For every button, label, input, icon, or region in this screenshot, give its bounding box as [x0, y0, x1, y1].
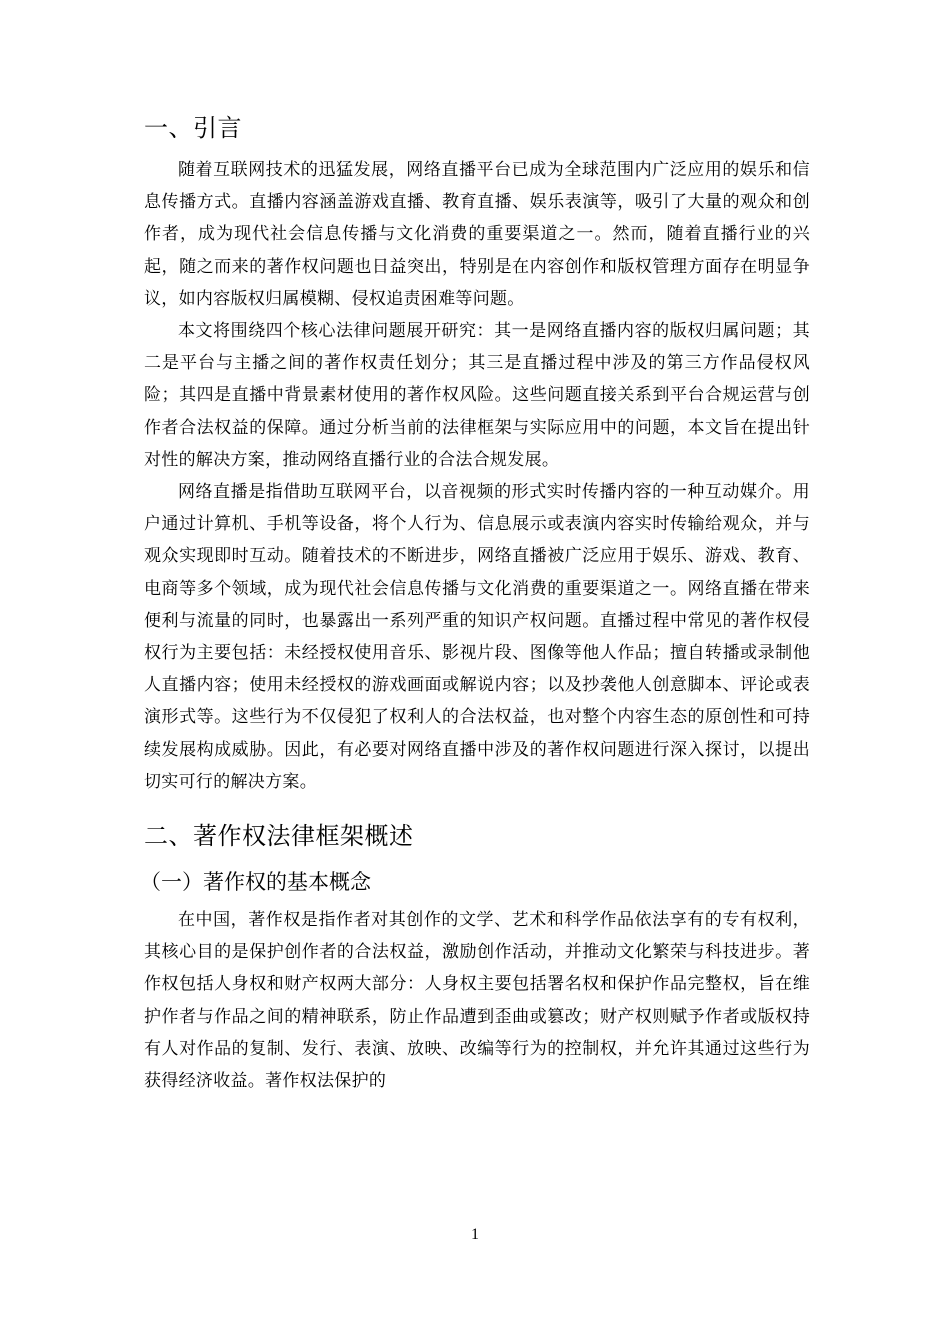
subsection-heading-basic-concept: （一）著作权的基本概念 [140, 870, 371, 895]
paragraph: 网络直播是指借助互联网平台，以音视频的形式实时传播内容的一种互动媒介。用户通过计算机、手机等设备，将个人行为、信息展示或表演内容实时传输给观众，并与观众实现即时互动。随着技术的不断进步，网络直播被广泛应用于娱乐、游戏、教育、电商等多个领域，成为现代社会信息传播与文化消费的重要渠道之一。网络直播在带来便利与流量的同时，也暴露出一系列严重的知识产权问题。直播过程中常见的著作权侵权行为主要包括：未经授权使用音乐、影视片段、图像等他人作品；擅自转播或录制他人直播内容；使用未经授权的游戏画面或解说内容；以及抄袭他人创意脚本、评论或表演形式等。这些行为不仅侵犯了权利人的合法权益，也对整个内容生态的原创性和可持续发展构成威胁。因此，有必要对网络直播中涉及的著作权问题进行深入探讨，以提出切实可行的解决方案。 [144, 482, 810, 792]
page-number: 1 [471, 1226, 479, 1243]
paragraph: 随着互联网技术的迅猛发展，网络直播平台已成为全球范围内广泛应用的娱乐和信息传播方式。直播内容涵盖游戏直播、教育直播、娱乐表演等，吸引了大量的观众和创作者，成为现代社会信息传播与文化消费的重要渠道之一。然而，随着直播行业的兴起，随之而来的著作权问题也日益突出，特别是在内容创作和版权管理方面存在明显争议，如内容版权归属模糊、侵权追责困难等问题。 [144, 160, 810, 309]
paragraph: 本文将围绕四个核心法律问题展开研究：其一是网络直播内容的版权归属问题；其二是平台与主播之间的著作权责任划分；其三是直播过程中涉及的第三方作品侵权风险；其四是直播中背景素材使用的著作权风险。这些问题直接关系到平台合规运营与创作者合法权益的保障。通过分析当前的法律框架与实际应用中的问题，本文旨在提出针对性的解决方案，推动网络直播行业的合法合规发展。 [144, 321, 810, 470]
section-heading-copyright-framework: 二、著作权法律框架概述 [144, 822, 414, 851]
document-body [140, 112, 810, 1097]
section-heading-introduction: 一、引言 [144, 114, 242, 142]
paragraph: 在中国，著作权是指作者对其创作的文学、艺术和科学作品依法享有的专有权利，其核心目的是保护创作者的合法权益，激励创作活动，并推动文化繁荣与科技进步。著作权包括人身权和财产权两大部分：人身权主要包括署名权和保护作品完整权，旨在维护作者与作品之间的精神联系，防止作品遭到歪曲或篡改；财产权则赋予作者或版权持有人对作品的复制、发行、表演、放映、改编等行为的控制权，并允许其通过这些行为获得经济收益。著作权法保护的 [144, 910, 810, 1092]
